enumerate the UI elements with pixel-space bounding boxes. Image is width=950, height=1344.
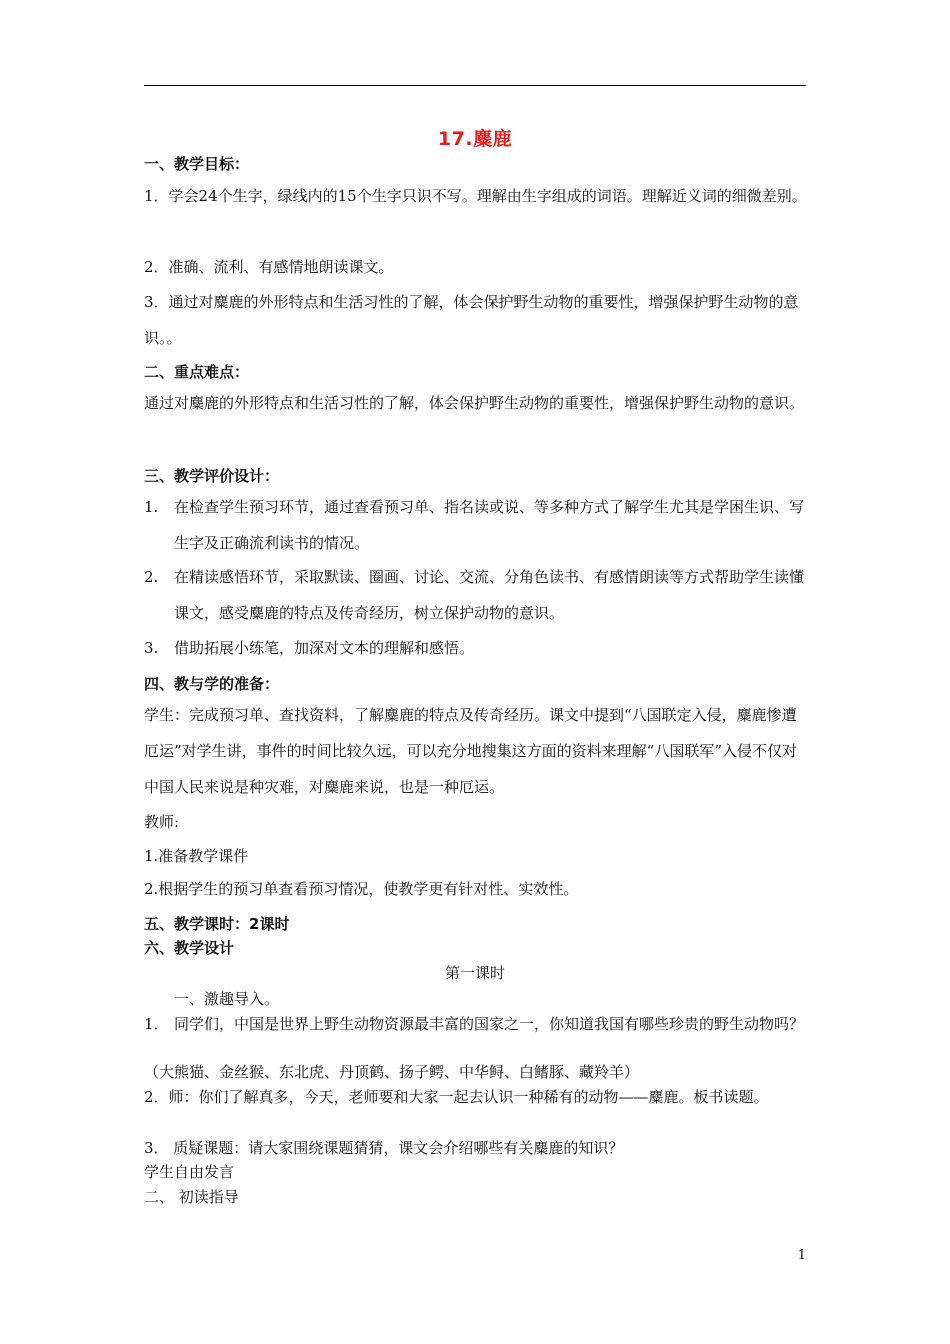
evaluation-item-1: 在检查学生预习环节，通过查看预习单、指名读或说、等多种方式了解学生尤其是学困生识、写生字及正确流利读书的情况。 [174, 498, 805, 552]
header-rule [144, 85, 806, 86]
objective-item-1: 1．学会24个生字，绿线内的15个生字只识不写。理解由生字组成的词语。理解近义词的细微差别。 [144, 187, 807, 205]
question-2: 2．师：你们了解真多，今天，老师要和大家一起去认识一种稀有的动物——麋鹿。板书读题。 [144, 1088, 769, 1106]
animal-answer: （大熊猫、金丝猴、东北虎、丹顶鹤、扬子鳄、中华鲟、白鳍豚、藏羚羊） [144, 1063, 640, 1081]
teacher-label: 教师: [144, 813, 180, 831]
section-heading-preparation: 四、教与学的准备： [144, 675, 280, 693]
step-intro: 一、激趣导入。 [174, 990, 280, 1008]
evaluation-number-1: 1. [144, 498, 159, 516]
section-heading-objectives: 一、教学目标： [144, 155, 250, 173]
objective-item-3: 3．通过对麋鹿的外形特点和生活习性的了解，体会保护野生动物的重要性，增强保护野生动物的意识。。 [144, 293, 799, 347]
objective-item-2: 2．准确、流利、有感情地朗读课文。 [144, 258, 394, 276]
teacher-item-1: 1.准备教学课件 [144, 847, 249, 865]
evaluation-number-3: 3. [144, 639, 159, 657]
section-heading-design: 六、教学设计 [144, 939, 235, 957]
lesson-title: 17.麋鹿 [437, 128, 513, 150]
step-first-reading: 二、 初读指导 [144, 1188, 239, 1206]
section-heading-evaluation: 三、教学评价设计： [144, 467, 280, 485]
evaluation-item-3: 借助拓展小练笔，加深对文本的理解和感悟。 [174, 639, 475, 657]
section-heading-periods: 五、教学课时：2课时 [144, 915, 290, 933]
evaluation-item-2: 在精读感悟环节，采取默读、圈画、讨论、交流、分角色读书、有感情朗读等方式帮助学生读懂课文，感受麋鹿的特点及传奇经历，树立保护动物的意识。 [174, 568, 805, 622]
teacher-item-2: 2.根据学生的预习单查看预习情况，使教学更有针对性、实效性。 [144, 880, 579, 898]
student-preparation: 学生：完成预习单、查找资料，了解麋鹿的特点及传奇经历。课文中提到“八国联定入侵，麋鹿惨遭厄运”对学生讲，事件的时间比较久远，可以充分地搜集这方面的资料来理解“八国联军”入侵不仅对中国人民来说是种灾难，对麋鹿来说，也是一种厄运。 [144, 706, 798, 796]
evaluation-number-2: 2. [144, 568, 159, 586]
section-heading-key-points: 二、重点难点： [144, 363, 250, 381]
question-3: 3． 质疑课题：请大家围绕课题猜猜，课文会介绍哪些有关麋鹿的知识？ [144, 1139, 624, 1157]
free-discussion: 学生自由发言 [144, 1163, 235, 1181]
question-number-1: 1． [144, 1015, 169, 1033]
page-number: 1 [797, 1248, 806, 1263]
lesson-period-title: 第一课时 [444, 964, 505, 982]
question-1: 同学们，中国是世界上野生动物资源最丰富的国家之一，你知道我国有哪些珍贵的野生动物吗？ [174, 1015, 805, 1033]
key-points-text: 通过对麋鹿的外形特点和生活习性的了解，体会保护野生动物的重要性，增强保护野生动物的意识。 [144, 394, 805, 412]
